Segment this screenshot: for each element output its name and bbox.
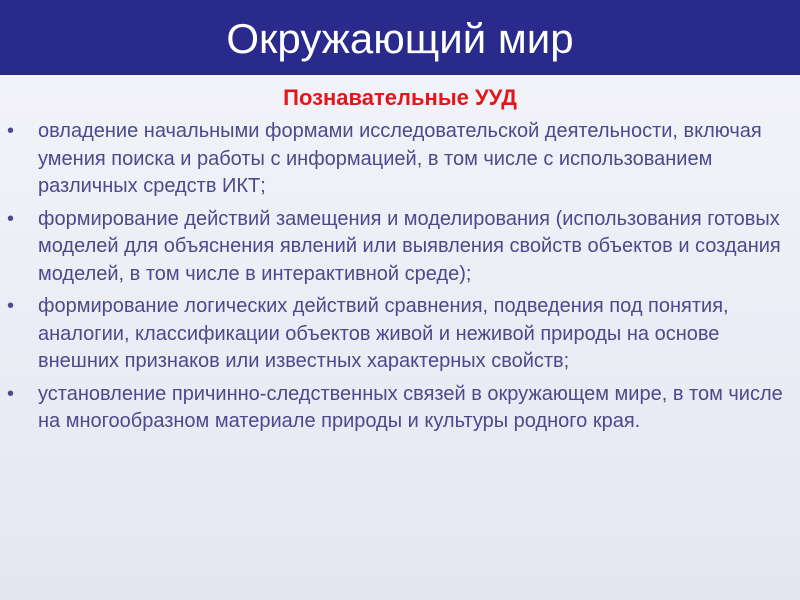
title-bar — [0, 0, 800, 75]
bullet-icon: • — [7, 382, 15, 405]
bullet-item — [0, 381, 800, 436]
bullet-icon: • — [7, 295, 15, 317]
bullet-item — [0, 206, 800, 289]
bullet-text: установление причинно-следственных связей в окружающем мире, в том числе на многообразном материале природы и культуры родного края. — [38, 382, 783, 432]
slide-title: Окружающий мир — [226, 14, 574, 62]
bullet-text: овладение начальными формами исследовательской деятельности, включая умения поиска и работы с информацией, в том числе с использованием различных средств ИКТ; — [38, 120, 762, 197]
bullet-icon: • — [7, 207, 15, 230]
slide-subtitle: Познавательные УУД — [283, 85, 517, 110]
bullet-item — [0, 293, 800, 376]
bullet-item — [0, 118, 800, 201]
bullet-icon: • — [7, 120, 15, 142]
bullet-text: формирование действий замещения и моделирования (использования готовых моделей для объяснения явлений или выявления свойств объектов и создания моделей, в том числе в интерактивной среде); — [38, 207, 781, 285]
bullet-text: формирование логических действий сравнения, подведения под понятия, аналогии, классификации объектов живой и неживой природы на основе внешних признаков или известных характерных свойств; — [38, 295, 729, 372]
bullet-list — [0, 118, 800, 441]
